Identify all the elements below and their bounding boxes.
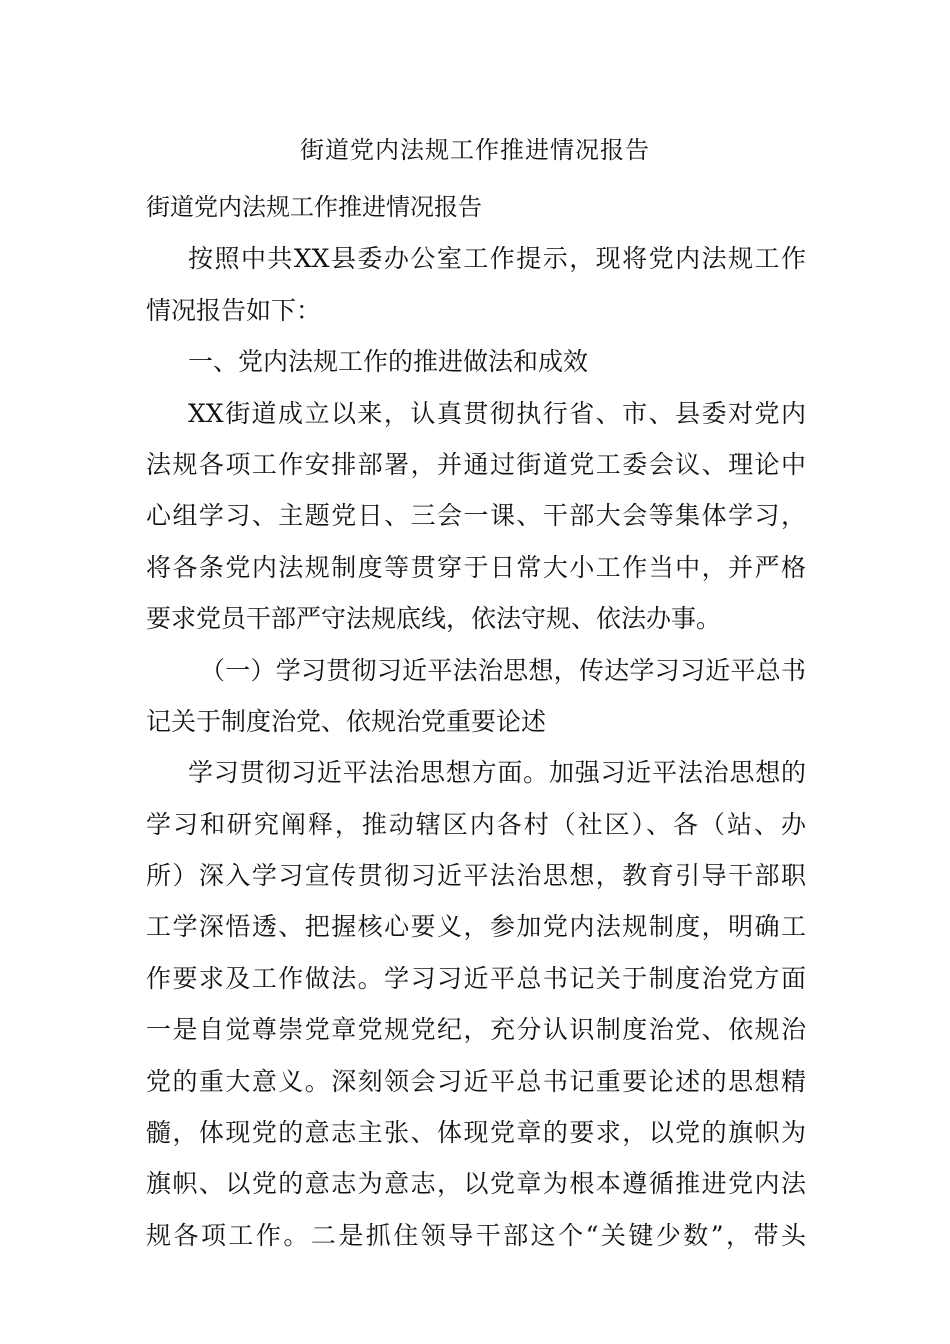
section-heading: 一、党内法规工作的推进做法和成效 — [188, 347, 589, 377]
paragraph-line: 一是自觉尊崇党章党规党纪，充分认识制度治党、依规治 — [146, 1015, 806, 1045]
document-title: 街道党内法规工作推进情况报告 — [300, 136, 650, 164]
paragraph-line: 按照中共XX县委办公室工作提示，现将党内法规工作 — [188, 244, 806, 274]
paragraph-line: 作要求及工作做法。学习习近平总书记关于制度治党方面 — [146, 963, 806, 993]
paragraph-line: 心组学习、主题党日、三会一课、干部大会等集体学习， — [146, 501, 806, 531]
paragraph-line: 髓，体现党的意志主张、体现党章的要求，以党的旗帜为 — [146, 1118, 806, 1148]
paragraph-line: XX街道成立以来，认真贯彻执行省、市、县委对党内 — [188, 398, 806, 428]
paragraph-line: 工学深悟透、把握核心要义，参加党内法规制度，明确工 — [146, 912, 806, 942]
paragraph-line: 情况报告如下： — [146, 295, 322, 325]
paragraph-line: 将各条党内法规制度等贯穿于日常大小工作当中，并严格 — [146, 552, 806, 582]
paragraph-line: 法规各项工作安排部署，并通过街道党工委会议、理论中 — [146, 449, 806, 479]
paragraph-line: 学习贯彻习近平法治思想方面。加强习近平法治思想的 — [188, 758, 806, 788]
subsection-heading: （一）学习贯彻习近平法治思想，传达学习习近平总书 — [200, 655, 806, 685]
paragraph-line: 旗帜、以党的意志为意志，以党章为根本遵循推进党内法 — [146, 1169, 806, 1199]
paragraph-line: 党的重大意义。深刻领会习近平总书记重要论述的思想精 — [146, 1066, 806, 1096]
document-subtitle: 街道党内法规工作推进情况报告 — [146, 193, 482, 221]
paragraph-line: 学习和研究阐释，推动辖区内各村（社区）、各（站、办 — [146, 809, 806, 839]
document-body — [146, 182, 806, 1261]
paragraph-line: 要求党员干部严守法规底线，依法守规、依法办事。 — [146, 604, 722, 634]
paragraph-line: 规各项工作。二是抓住领导干部这个“关键少数”，带头 — [146, 1220, 806, 1250]
paragraph-line: 所）深入学习宣传贯彻习近平法治思想，教育引导干部职 — [146, 861, 806, 891]
subsection-heading: 记关于制度治党、依规治党重要论述 — [146, 706, 547, 736]
